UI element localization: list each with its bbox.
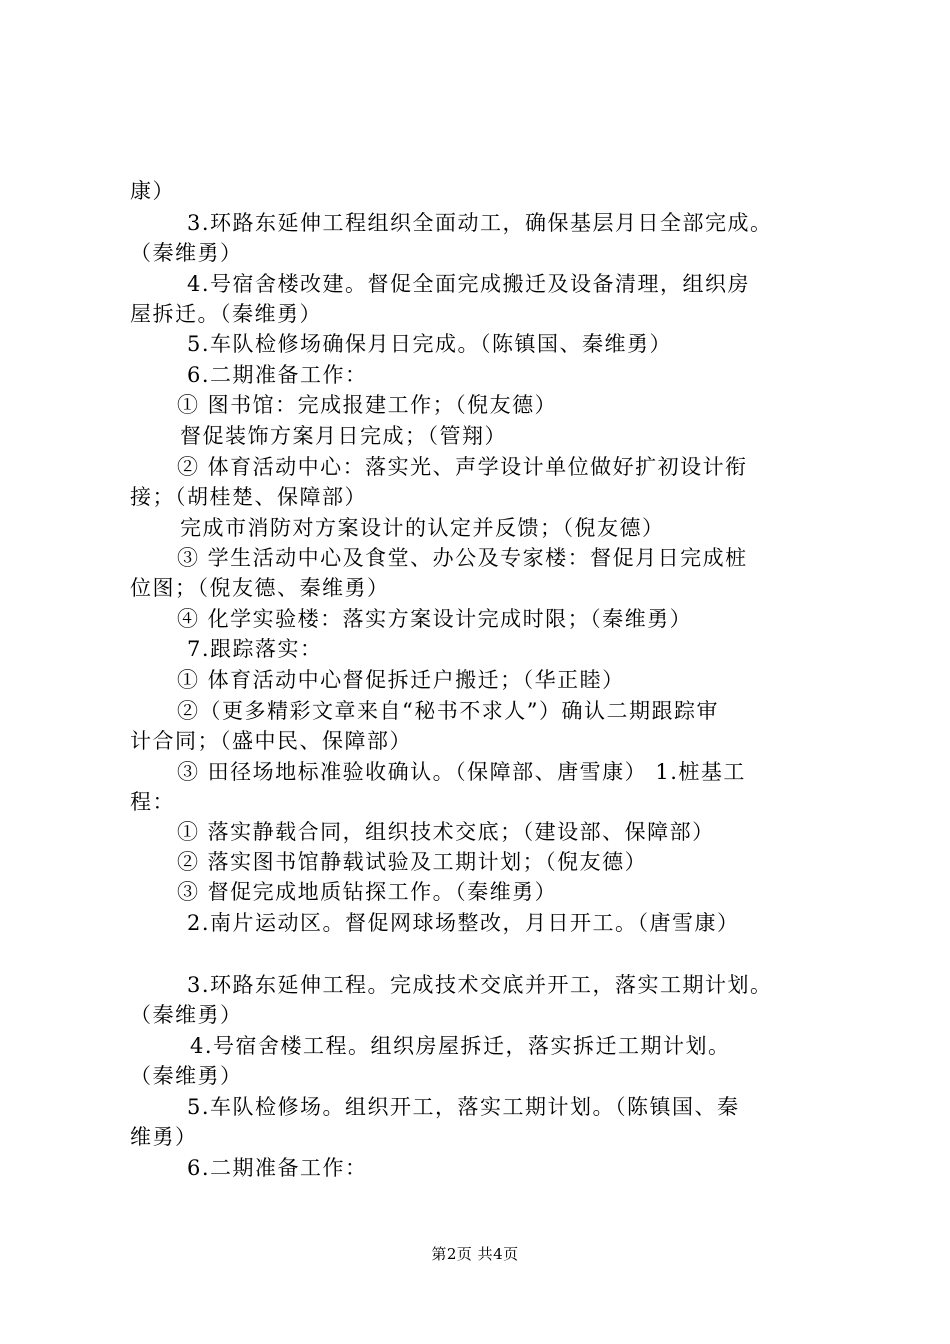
text-line: 程：	[130, 790, 175, 814]
text-line: 维勇）	[130, 1125, 198, 1149]
text-line: 康）	[130, 179, 175, 203]
text-line: 计合同；（盛中民、保障部）	[130, 729, 412, 753]
text-line: ③ 田径场地标准验收确认。（保障部、唐雪康） 1.桩基工	[177, 760, 746, 784]
text-line: ② 体育活动中心：落实光、声学设计单位做好扩初设计衔	[177, 455, 748, 479]
text-line: ① 体育活动中心督促拆迁户搬迁；（华正睦）	[177, 668, 625, 692]
text-line: 3.环路东延伸工程。完成技术交底并开工，落实工期计划。	[187, 973, 773, 997]
text-line: 5.车队检修场。组织开工，落实工期计划。（陈镇国、秦	[187, 1095, 740, 1119]
text-line: 屋拆迁。（秦维勇）	[130, 302, 322, 326]
text-line: ① 图书馆：完成报建工作；（倪友德）	[177, 393, 558, 417]
text-line: 完成市消防对方案设计的认定并反馈；（倪友德）	[180, 516, 665, 540]
text-line: 6.二期准备工作：	[187, 1156, 368, 1180]
text-line: 4.号宿舍楼工程。组织房屋拆迁，落实拆迁工期计划。	[190, 1034, 731, 1058]
text-line: 督促装饰方案月日完成；（管翔）	[180, 424, 507, 448]
text-line: 5.车队检修场确保月日完成。（陈镇国、秦维勇）	[187, 332, 673, 356]
text-line: 位图；（倪友德、秦维勇）	[130, 576, 390, 600]
text-line: ③ 督促完成地质钻探工作。（秦维勇）	[177, 880, 558, 904]
text-line: 6.二期准备工作：	[187, 363, 368, 387]
text-line: ②（更多精彩文章来自“秘书不求人”）确认二期跟踪审	[177, 699, 719, 723]
text-line: ① 落实静载合同，组织技术交底；（建设部、保障部）	[177, 820, 715, 844]
text-line: ② 落实图书馆静载试验及工期计划；（倪友德）	[177, 850, 648, 874]
text-line: （秦维勇）	[130, 1003, 243, 1027]
text-line: （秦维勇）	[130, 1064, 243, 1088]
text-line: （秦维勇）	[130, 241, 243, 265]
text-line: 4.号宿舍楼改建。督促全面完成搬迁及设备清理，组织房	[187, 272, 751, 296]
text-line: ③ 学生活动中心及食堂、办公及专家楼：督促月日完成桩	[177, 546, 748, 570]
page-footer: 第2页 共4页	[431, 1245, 519, 1263]
text-line: ④ 化学实验楼：落实方案设计完成时限；（秦维勇）	[177, 607, 693, 631]
text-line: 接；（胡桂楚、保障部）	[130, 485, 367, 509]
text-line: 7.跟踪落实：	[187, 637, 323, 661]
text-line: 2.南片运动区。督促网球场整改，月日开工。（唐雪康）	[187, 911, 740, 935]
text-line: 3.环路东延伸工程组织全面动工，确保基层月日全部完成。	[187, 211, 773, 235]
